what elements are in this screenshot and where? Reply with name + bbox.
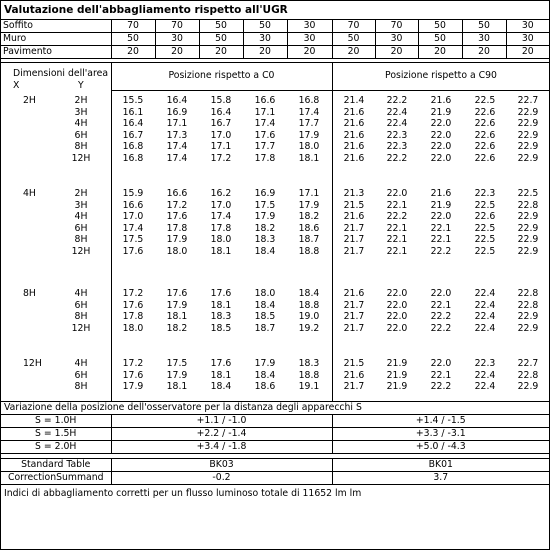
ugr-value-c0: 17.5 <box>122 234 144 246</box>
ugr-value-c90: 22.1 <box>386 222 408 234</box>
ugr-value-c0: 17.8 <box>122 311 144 323</box>
ugr-value-c90: 22.0 <box>386 188 408 199</box>
ugr-value-c90: 22.0 <box>430 118 452 130</box>
area-x-label: 2H <box>23 95 36 106</box>
ugr-value-c0: 17.8 <box>210 222 232 234</box>
ugr-value-c90: 22.9 <box>517 381 539 393</box>
ugr-value-c90: 22.4 <box>474 288 496 299</box>
ugr-value-c0: 17.2 <box>210 153 232 164</box>
area-y-label: 4H <box>74 358 88 369</box>
ugr-value-c90: 22.2 <box>430 381 452 393</box>
area-x-label: 12H <box>23 358 42 369</box>
ugr-value-c90: 22.1 <box>430 234 452 246</box>
ugr-value-c90: 21.5 <box>343 199 365 211</box>
ugr-value-c90: 22.0 <box>386 288 408 299</box>
ugr-value-c0: 16.6 <box>122 199 144 211</box>
ugr-value-c90: 22.4 <box>474 369 496 381</box>
ugr-value-c90: 22.0 <box>386 322 408 334</box>
sheet-title: Valutazione dell'abbagliamento rispetto all'UGR <box>4 4 288 16</box>
ugr-value-c0: 18.2 <box>298 211 320 223</box>
ugr-value-c0: 17.0 <box>210 129 232 141</box>
ugr-value-c90: 21.6 <box>343 106 365 118</box>
reflectance-value: 30 <box>462 33 506 46</box>
ugr-value-c0: 18.1 <box>298 153 320 164</box>
reflectance-value: 50 <box>332 33 375 46</box>
reflectance-value: 30 <box>506 20 549 33</box>
ugr-value-c0: 17.4 <box>210 211 232 223</box>
area-y-label: 4H <box>74 288 88 299</box>
reflectance-value: 20 <box>332 46 375 59</box>
ugr-value-c0: 19.2 <box>298 322 320 334</box>
ugr-value-c0: 17.4 <box>166 153 188 164</box>
reflectance-label: Soffito <box>1 20 111 33</box>
ugr-value-c0: 17.4 <box>298 106 320 118</box>
area-x-label: 8H <box>23 288 36 299</box>
ugr-value-c90: 22.6 <box>474 211 496 223</box>
ugr-value-c0: 18.0 <box>166 246 188 257</box>
ugr-value-c0: 18.8 <box>298 369 320 381</box>
area-y-label: 3H <box>74 199 88 211</box>
ugr-value-c90: 22.9 <box>517 222 539 234</box>
ugr-values-block <box>1 62 549 402</box>
reflectance-value: 50 <box>199 20 243 33</box>
ugr-value-c90: 22.8 <box>517 369 539 381</box>
reflectance-value: 50 <box>418 33 462 46</box>
area-y-label: 6H <box>74 299 88 311</box>
ugr-value-c90: 22.3 <box>474 188 496 199</box>
variation-table <box>1 414 549 454</box>
variation-row <box>1 428 549 441</box>
variation-c90: +5.0 / -4.3 <box>332 441 549 454</box>
ugr-value-c0: 18.4 <box>254 299 276 311</box>
ugr-value-c0: 16.4 <box>166 95 188 106</box>
ugr-value-c90: 22.9 <box>517 106 539 118</box>
reflectance-value: 20 <box>155 46 199 59</box>
ugr-value-c0: 17.6 <box>122 299 144 311</box>
ugr-value-c0: 17.9 <box>254 211 276 223</box>
ugr-value-c90: 22.5 <box>474 199 496 211</box>
area-dimensions-header: Dimensioni dell'area <box>13 68 109 79</box>
ugr-value-c0: 18.4 <box>210 381 232 393</box>
ugr-value-c90: 22.1 <box>386 199 408 211</box>
ugr-value-c90: 21.7 <box>343 222 365 234</box>
variation-label: S = 1.0H <box>1 415 111 428</box>
ugr-value-c90: 22.0 <box>430 141 452 153</box>
c0-header: Posizione rispetto a C0 <box>168 70 275 81</box>
ugr-value-c0: 17.5 <box>254 199 276 211</box>
ugr-value-c0: 16.8 <box>122 141 144 153</box>
ugr-value-c0: 17.1 <box>210 141 232 153</box>
reflectance-value: 70 <box>111 20 155 33</box>
ugr-value-c90: 22.6 <box>474 118 496 130</box>
reflectance-row <box>1 46 549 59</box>
ugr-value-c0: 17.6 <box>122 369 144 381</box>
reflectance-value: 50 <box>418 20 462 33</box>
standard-table-row <box>1 459 549 472</box>
ugr-value-c0: 15.8 <box>210 95 232 106</box>
ugr-value-c90: 21.3 <box>343 188 365 199</box>
ugr-value-c0: 19.0 <box>298 311 320 323</box>
ugr-value-c90: 22.5 <box>517 188 539 199</box>
area-y-label: 12H <box>71 153 91 164</box>
ugr-value-c0: 18.0 <box>122 322 144 334</box>
reflectance-value: 20 <box>111 46 155 59</box>
ugr-value-c90: 21.6 <box>430 188 452 199</box>
ugr-value-c0: 18.3 <box>210 311 232 323</box>
ugr-value-c0: 18.4 <box>254 246 276 257</box>
ugr-value-c90: 21.9 <box>386 369 408 381</box>
ugr-value-c90: 22.7 <box>517 358 539 369</box>
variation-row <box>1 415 549 428</box>
variation-c90: +1.4 / -1.5 <box>332 415 549 428</box>
variation-c0: +2.2 / -1.4 <box>111 428 332 441</box>
ugr-value-c90: 22.1 <box>430 369 452 381</box>
ugr-value-c0: 17.4 <box>122 222 144 234</box>
ugr-value-c0: 17.8 <box>166 222 188 234</box>
ugr-value-c90: 22.9 <box>517 322 539 334</box>
y-header: Y <box>78 80 84 91</box>
ugr-value-c0: 17.1 <box>254 106 276 118</box>
ugr-value-c90: 22.2 <box>386 153 408 164</box>
ugr-value-c90: 22.6 <box>474 153 496 164</box>
ugr-value-c90: 22.2 <box>386 95 408 106</box>
reflectance-value: 30 <box>287 33 332 46</box>
ugr-value-c0: 18.3 <box>254 234 276 246</box>
reflectance-value: 70 <box>375 20 418 33</box>
ugr-value-c0: 16.4 <box>122 118 144 130</box>
ugr-value-c0: 18.8 <box>298 299 320 311</box>
ugr-value-c0: 18.3 <box>298 358 320 369</box>
variation-label: S = 1.5H <box>1 428 111 441</box>
ugr-value-c90: 22.3 <box>386 129 408 141</box>
column-divider <box>111 63 112 401</box>
ugr-value-c90: 21.9 <box>386 358 408 369</box>
ugr-value-c90: 21.9 <box>386 381 408 393</box>
area-y-label: 6H <box>74 222 88 234</box>
ugr-value-c0: 16.2 <box>210 188 232 199</box>
ugr-value-c0: 16.6 <box>166 188 188 199</box>
ugr-value-c0: 18.2 <box>166 322 188 334</box>
ugr-value-c0: 16.6 <box>254 95 276 106</box>
area-y-label: 6H <box>74 369 88 381</box>
header-separator <box>111 90 549 91</box>
ugr-value-c90: 22.0 <box>430 211 452 223</box>
correction-c90: 3.7 <box>332 472 549 485</box>
ugr-value-c0: 17.9 <box>254 358 276 369</box>
ugr-value-c90: 22.6 <box>474 129 496 141</box>
ugr-value-c90: 22.4 <box>474 322 496 334</box>
ugr-value-c0: 17.6 <box>122 246 144 257</box>
ugr-value-c0: 18.1 <box>166 381 188 393</box>
ugr-value-c90: 22.5 <box>474 222 496 234</box>
ugr-value-c90: 21.7 <box>343 299 365 311</box>
ugr-value-c90: 22.4 <box>474 299 496 311</box>
area-y-label: 6H <box>74 129 88 141</box>
reflectance-row <box>1 20 549 33</box>
reflectance-value: 20 <box>462 46 506 59</box>
ugr-value-c0: 18.1 <box>210 246 232 257</box>
area-x-label: 4H <box>23 188 36 199</box>
ugr-value-c90: 21.6 <box>343 141 365 153</box>
ugr-value-c90: 22.5 <box>474 246 496 257</box>
ugr-value-c0: 18.0 <box>210 234 232 246</box>
reflectance-value: 50 <box>462 20 506 33</box>
ugr-value-c90: 22.6 <box>474 106 496 118</box>
ugr-value-c90: 22.1 <box>430 299 452 311</box>
ugr-value-c90: 22.6 <box>474 141 496 153</box>
ugr-value-c90: 22.5 <box>474 234 496 246</box>
ugr-value-c0: 18.4 <box>254 369 276 381</box>
ugr-value-c90: 22.9 <box>517 153 539 164</box>
ugr-value-c90: 22.0 <box>386 311 408 323</box>
ugr-value-c90: 22.4 <box>386 118 408 130</box>
ugr-value-c0: 16.9 <box>254 188 276 199</box>
ugr-value-c90: 21.6 <box>343 369 365 381</box>
reflectance-value: 30 <box>375 33 418 46</box>
standard-table-c0: BK03 <box>111 459 332 472</box>
ugr-value-c0: 18.6 <box>298 222 320 234</box>
standard-table <box>1 458 549 485</box>
variation-c90: +3.3 / -3.1 <box>332 428 549 441</box>
ugr-value-c90: 21.5 <box>343 358 365 369</box>
ugr-value-c90: 21.6 <box>343 118 365 130</box>
ugr-value-c90: 21.9 <box>430 106 452 118</box>
ugr-value-c0: 17.4 <box>254 118 276 130</box>
area-y-label: 8H <box>74 234 88 246</box>
standard-table-label: Standard Table <box>1 459 111 472</box>
ugr-value-c0: 17.2 <box>122 358 144 369</box>
correction-c0: -0.2 <box>111 472 332 485</box>
ugr-value-c90: 22.9 <box>517 211 539 223</box>
reflectance-value: 50 <box>199 33 243 46</box>
ugr-value-c0: 18.6 <box>254 381 276 393</box>
ugr-value-c0: 17.9 <box>166 369 188 381</box>
column-divider <box>332 63 333 401</box>
ugr-value-c0: 17.6 <box>254 129 276 141</box>
ugr-value-c0: 17.2 <box>122 288 144 299</box>
ugr-value-c90: 22.2 <box>430 311 452 323</box>
area-y-label: 8H <box>74 141 88 153</box>
ugr-value-c90: 22.1 <box>430 222 452 234</box>
ugr-value-c0: 17.9 <box>166 299 188 311</box>
variation-title: Variazione della posizione dell'osservatore per la distanza degli apparecchi S <box>4 402 362 413</box>
ugr-value-c90: 22.9 <box>517 311 539 323</box>
ugr-value-c0: 16.1 <box>122 106 144 118</box>
ugr-value-c90: 22.0 <box>386 299 408 311</box>
ugr-value-c0: 17.7 <box>254 141 276 153</box>
reflectance-value: 30 <box>506 33 549 46</box>
ugr-value-c0: 17.9 <box>298 129 320 141</box>
ugr-value-c0: 16.7 <box>210 118 232 130</box>
ugr-value-c90: 22.9 <box>517 141 539 153</box>
ugr-value-c90: 22.0 <box>430 358 452 369</box>
ugr-value-c90: 22.1 <box>386 234 408 246</box>
reflectance-value: 20 <box>287 46 332 59</box>
ugr-value-c0: 17.6 <box>210 358 232 369</box>
ugr-value-c0: 16.4 <box>210 106 232 118</box>
variation-c0: +3.4 / -1.8 <box>111 441 332 454</box>
ugr-value-c90: 22.9 <box>517 234 539 246</box>
ugr-value-c90: 22.0 <box>430 153 452 164</box>
ugr-value-c0: 17.6 <box>210 288 232 299</box>
reflectance-value: 20 <box>243 46 287 59</box>
variation-label: S = 2.0H <box>1 441 111 454</box>
reflectance-value: 70 <box>332 20 375 33</box>
ugr-value-c90: 21.6 <box>343 288 365 299</box>
ugr-value-c0: 15.9 <box>122 188 144 199</box>
reflectance-table <box>1 19 549 59</box>
ugr-value-c0: 18.5 <box>254 311 276 323</box>
ugr-value-c90: 21.6 <box>430 95 452 106</box>
ugr-value-c0: 18.0 <box>298 141 320 153</box>
ugr-value-c90: 22.2 <box>430 246 452 257</box>
reflectance-value: 20 <box>375 46 418 59</box>
ugr-value-c90: 22.3 <box>474 358 496 369</box>
ugr-value-c90: 22.8 <box>517 199 539 211</box>
c90-header: Posizione rispetto a C90 <box>385 70 497 81</box>
ugr-value-c90: 21.4 <box>343 95 365 106</box>
ugr-value-c90: 22.2 <box>430 322 452 334</box>
ugr-value-c0: 18.4 <box>298 288 320 299</box>
correction-note: Indici di abbagliamento corretti per un flusso luminoso totale di 11652 lm lm <box>4 488 362 499</box>
ugr-value-c0: 16.7 <box>122 129 144 141</box>
ugr-value-c0: 17.9 <box>122 381 144 393</box>
ugr-value-c90: 22.8 <box>517 299 539 311</box>
area-y-label: 3H <box>74 106 88 118</box>
ugr-value-c0: 17.4 <box>166 141 188 153</box>
area-y-label: 8H <box>74 381 88 393</box>
correction-row <box>1 472 549 485</box>
ugr-value-c0: 17.1 <box>298 188 320 199</box>
ugr-value-c90: 21.7 <box>343 311 365 323</box>
ugr-value-c0: 17.6 <box>166 211 188 223</box>
area-y-label: 12H <box>71 246 91 257</box>
ugr-value-c0: 18.7 <box>298 234 320 246</box>
area-y-label: 8H <box>74 311 88 323</box>
ugr-value-c90: 22.9 <box>517 118 539 130</box>
reflectance-value: 20 <box>418 46 462 59</box>
ugr-value-c0: 15.5 <box>122 95 144 106</box>
ugr-value-c0: 17.7 <box>298 118 320 130</box>
ugr-value-c0: 19.1 <box>298 381 320 393</box>
reflectance-value: 20 <box>506 46 549 59</box>
ugr-value-c90: 21.9 <box>430 199 452 211</box>
reflectance-value: 50 <box>111 33 155 46</box>
ugr-value-c0: 16.9 <box>166 106 188 118</box>
ugr-value-c0: 18.1 <box>210 369 232 381</box>
ugr-value-c90: 22.0 <box>430 129 452 141</box>
ugr-value-c0: 17.8 <box>254 153 276 164</box>
ugr-value-c0: 17.2 <box>166 199 188 211</box>
ugr-value-c0: 18.7 <box>254 322 276 334</box>
ugr-value-c0: 17.9 <box>166 234 188 246</box>
standard-table-c90: BK01 <box>332 459 549 472</box>
correction-label: CorrectionSummand <box>1 472 111 485</box>
ugr-value-c90: 21.7 <box>343 381 365 393</box>
x-header: X <box>13 80 20 91</box>
ugr-value-c90: 22.4 <box>474 381 496 393</box>
ugr-value-c0: 17.6 <box>166 288 188 299</box>
ugr-value-c90: 22.1 <box>386 246 408 257</box>
reflectance-label: Muro <box>1 33 111 46</box>
ugr-value-c90: 22.5 <box>474 95 496 106</box>
ugr-value-c0: 18.0 <box>254 288 276 299</box>
ugr-value-c0: 18.5 <box>210 322 232 334</box>
ugr-value-c0: 18.1 <box>210 299 232 311</box>
ugr-value-c90: 22.4 <box>386 106 408 118</box>
ugr-value-c90: 22.9 <box>517 246 539 257</box>
ugr-value-c0: 18.8 <box>298 246 320 257</box>
ugr-value-c90: 21.7 <box>343 246 365 257</box>
reflectance-value: 50 <box>243 20 287 33</box>
reflectance-row <box>1 33 549 46</box>
ugr-value-c90: 22.2 <box>386 211 408 223</box>
ugr-value-c90: 22.9 <box>517 129 539 141</box>
ugr-value-c0: 17.3 <box>166 129 188 141</box>
ugr-value-c90: 22.3 <box>386 141 408 153</box>
area-y-label: 4H <box>74 211 88 223</box>
ugr-value-c0: 17.9 <box>298 199 320 211</box>
reflectance-value: 30 <box>155 33 199 46</box>
ugr-value-c90: 22.7 <box>517 95 539 106</box>
ugr-value-c90: 21.6 <box>343 153 365 164</box>
ugr-value-c0: 18.1 <box>166 311 188 323</box>
ugr-value-c0: 18.2 <box>254 222 276 234</box>
ugr-value-c90: 21.6 <box>343 211 365 223</box>
ugr-value-c0: 16.8 <box>298 95 320 106</box>
ugr-value-c0: 16.8 <box>122 153 144 164</box>
ugr-value-c0: 17.0 <box>122 211 144 223</box>
area-y-label: 2H <box>74 95 88 106</box>
area-y-label: 2H <box>74 188 88 199</box>
reflectance-value: 30 <box>287 20 332 33</box>
reflectance-value: 30 <box>243 33 287 46</box>
variation-row <box>1 441 549 454</box>
area-y-label: 12H <box>71 322 91 334</box>
area-y-label: 4H <box>74 118 88 130</box>
ugr-value-c90: 22.0 <box>430 288 452 299</box>
ugr-value-c0: 17.5 <box>166 358 188 369</box>
variation-c0: +1.1 / -1.0 <box>111 415 332 428</box>
reflectance-label: Pavimento <box>1 46 111 59</box>
ugr-value-c90: 21.7 <box>343 322 365 334</box>
ugr-value-c90: 22.8 <box>517 288 539 299</box>
ugr-value-c0: 17.1 <box>166 118 188 130</box>
reflectance-value: 70 <box>155 20 199 33</box>
ugr-value-c90: 22.4 <box>474 311 496 323</box>
reflectance-value: 20 <box>199 46 243 59</box>
ugr-value-c90: 21.7 <box>343 234 365 246</box>
ugr-value-c90: 21.6 <box>343 129 365 141</box>
ugr-value-c0: 17.0 <box>210 199 232 211</box>
